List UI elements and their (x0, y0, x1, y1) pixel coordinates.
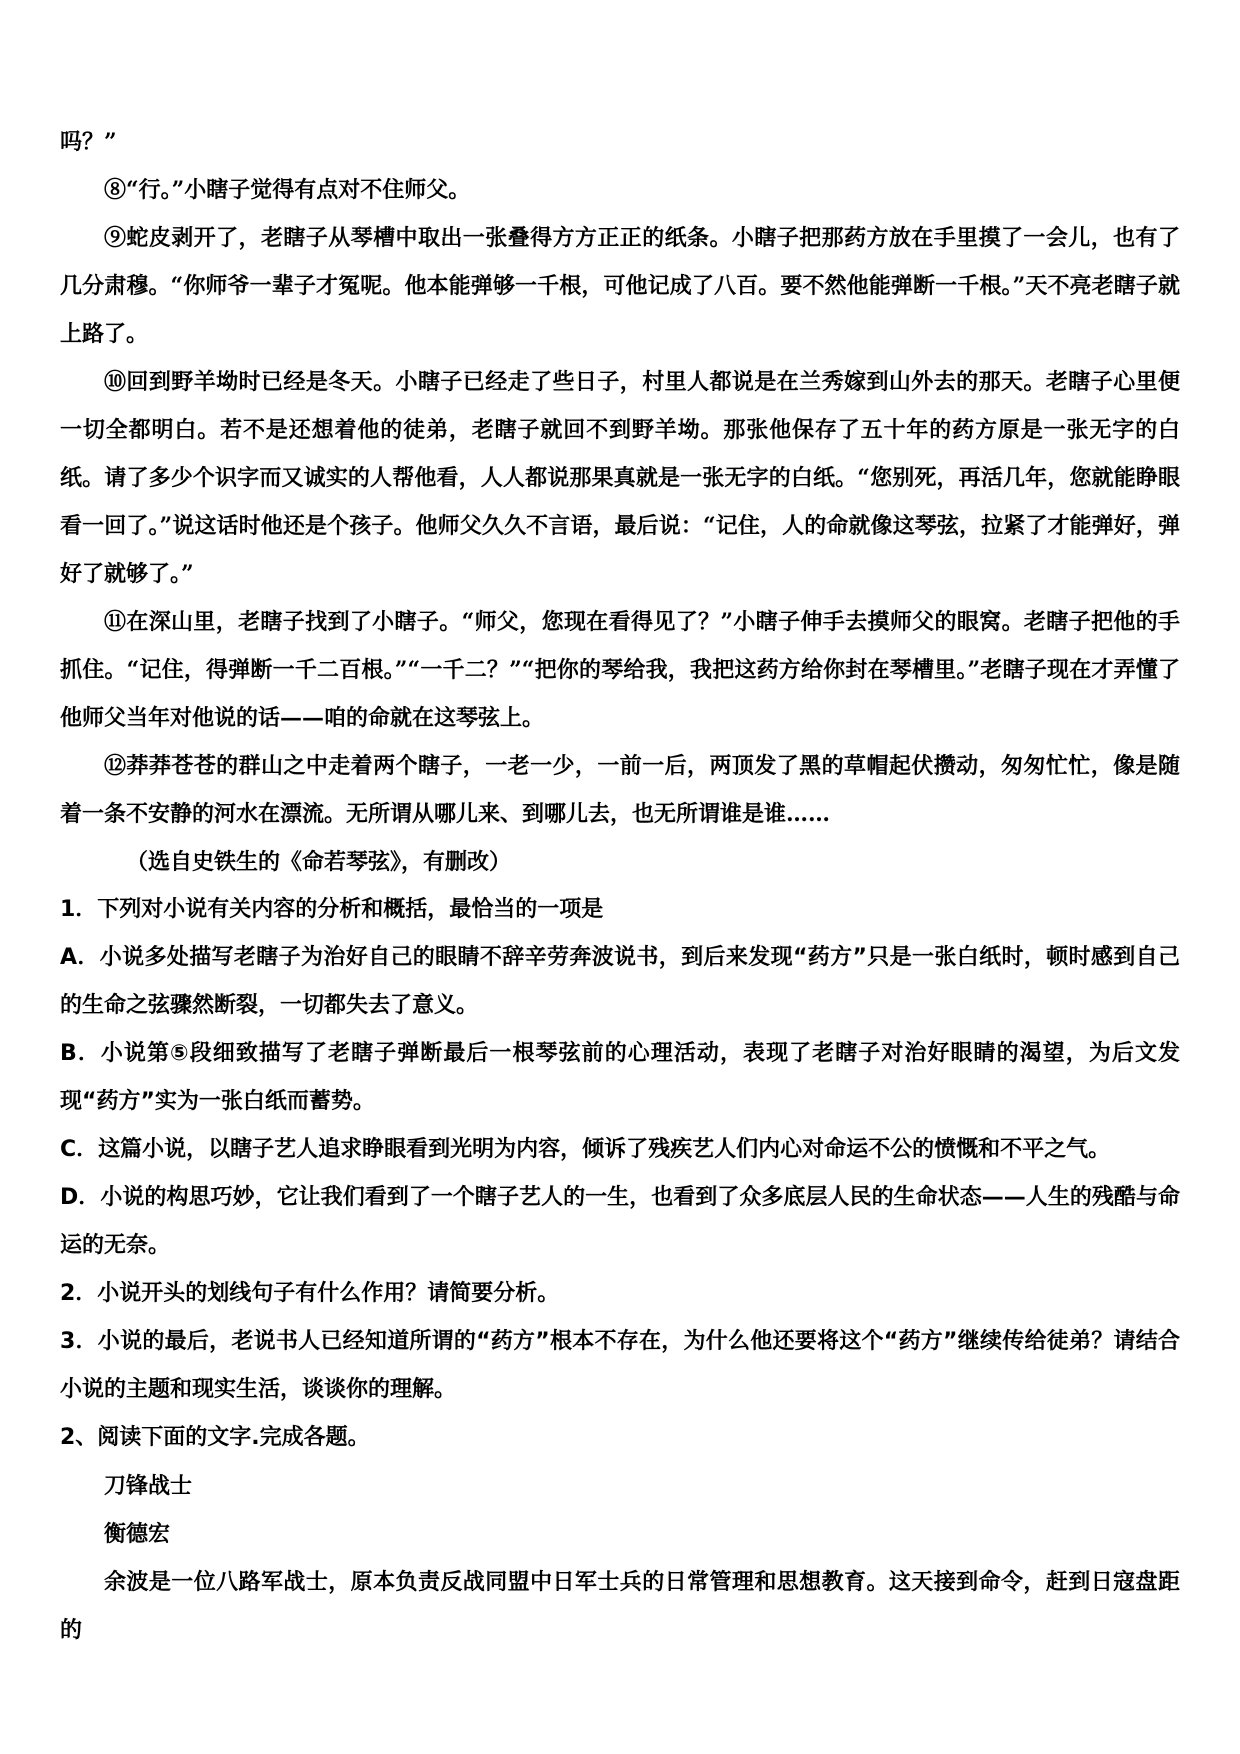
story-paragraph-10: ⑩回到野羊坳时已经是冬天。小瞎子已经走了些日子，村里人都说是在兰秀嫁到山外去的那天。老瞎子心里便一切全都明白。若不是还想着他的徒弟，老瞎子就回不到野羊坳。那张他保存了五十年的药方原是一张无字的白纸。请了多少个识字而又诚实的人帮他看，人人都说那果真就是一张无字的白纸。“您别死，再活几年，您就能睁眼看一回了。”说这话时他还是个孩子。他师父久久不言语，最后说：“记住，人的命就像这琴弦，拉紧了才能弹好，弹好了就够了。” (60, 369, 1180, 587)
story-paragraph-12: ⑫莽莽苍苍的群山之中走着两个瞎子，一老一少，一前一后，两顶发了黑的草帽起伏攒动，匆匆忙忙，像是随着一条不安静的河水在漂流。无所谓从哪儿来、到哪儿去，也无所谓谁是谁…… (60, 753, 1180, 827)
story-continuation: 吗？” (60, 129, 117, 155)
section-2-author: 衡德宏 (104, 1521, 171, 1547)
section-2-first-paragraph: 余波是一位八路军战士，原本负责反战同盟中日军士兵的日常管理和思想教育。这天接到命令，赶到日寇盘距的 (60, 1569, 1180, 1643)
question-1-option-c: C．这篇小说，以瞎子艺人追求睁眼看到光明为内容，倾诉了残疾艺人们内心对命运不公的愤慨和不平之气。 (60, 1137, 1111, 1162)
story-paragraph-11: ⑪在深山里，老瞎子找到了小瞎子。“师父，您现在看得见了？”小瞎子伸手去摸师父的眼窝。老瞎子把他的手抓住。“记住，得弹断一千二百根。”“一千二？”“把你的琴给我，我把这药方给你封在琴槽里。”老瞎子现在才弄懂了他师父当年对他说的话——咱的命就在这琴弦上。 (60, 609, 1180, 731)
story-paragraph-9: ⑨蛇皮剥开了，老瞎子从琴槽中取出一张叠得方方正正的纸条。小瞎子把那药方放在手里摸了一会儿，也有了几分肃穆。“你师爷一辈子才冤呢。他本能弹够一千根，可他记成了八百。要不然他能弹断一千根。”天不亮老瞎子就上路了。 (60, 225, 1180, 347)
story-paragraph-8: ⑧“行。”小瞎子觉得有点对不住师父。 (104, 177, 471, 203)
question-1: 1．下列对小说有关内容的分析和概括，最恰当的一项是 (60, 897, 604, 922)
question-1-option-a: A．小说多处描写老瞎子为治好自己的眼睛不辞辛劳奔波说书，到后来发现“药方”只是一张白纸时，顿时感到自己的生命之弦骤然断裂，一切都失去了意义。 (60, 945, 1180, 1018)
section-2-title: 刀锋战士 (104, 1473, 193, 1499)
question-3: 3．小说的最后，老说书人已经知道所谓的“药方”根本不存在，为什么他还要将这个“药方”继续传给徒弟？请结合小说的主题和现实生活，谈谈你的理解。 (60, 1329, 1180, 1402)
question-1-option-d: D．小说的构思巧妙，它让我们看到了一个瞎子艺人的一生，也看到了众多底层人民的生命状态——人生的残酷与命运的无奈。 (60, 1185, 1180, 1258)
question-1-option-b: B．小说第⑤段细致描写了老瞎子弹断最后一根琴弦前的心理活动，表现了老瞎子对治好眼睛的渴望，为后文发现“药方”实为一张白纸而蓄势。 (60, 1041, 1180, 1114)
section-2-heading: 2、阅读下面的文字.完成各题。 (60, 1425, 370, 1450)
source-note: （选自史铁生的《命若琴弦》，有删改） (126, 849, 512, 875)
question-2: 2．小说开头的划线句子有什么作用？请简要分析。 (60, 1281, 560, 1306)
